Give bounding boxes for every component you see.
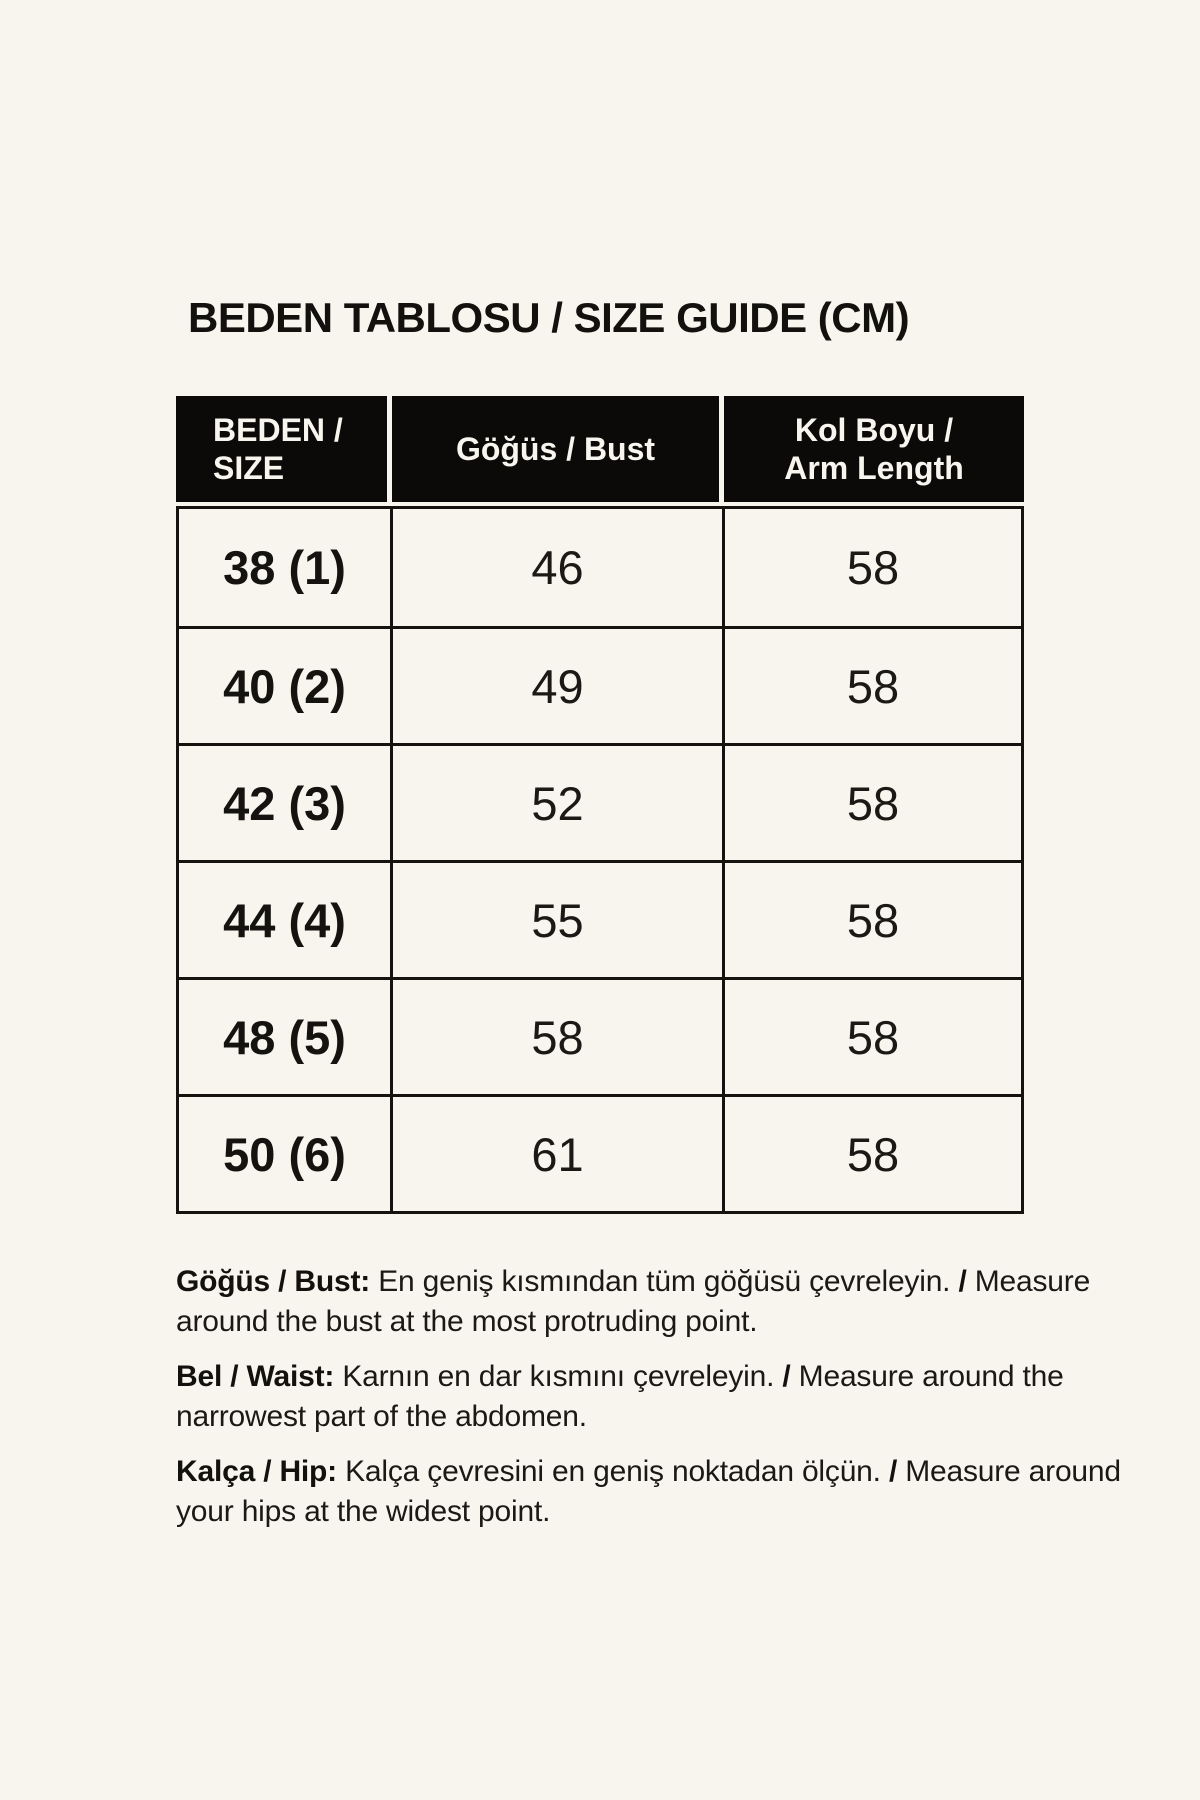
size-cell: 48 (5) bbox=[223, 1010, 346, 1064]
note-text: Measure around bbox=[897, 1455, 1121, 1488]
note-label: Kalça / Hip: bbox=[176, 1455, 337, 1488]
table-row bbox=[179, 743, 1021, 860]
note-text: Karnın en dar kısmını çevreleyin. bbox=[334, 1360, 783, 1393]
size-cell: 38 (1) bbox=[223, 541, 346, 594]
note-label: Bel / Waist: bbox=[176, 1360, 335, 1393]
column-header-line: SIZE bbox=[213, 450, 285, 486]
table-row bbox=[179, 977, 1021, 1094]
note-label: / bbox=[958, 1265, 967, 1298]
arm-cell: 58 bbox=[722, 1097, 1021, 1211]
note-text: narrowest part of the abdomen. bbox=[176, 1400, 587, 1433]
note-line bbox=[176, 1302, 1076, 1342]
table-row bbox=[179, 509, 1021, 626]
bust-cell: 55 bbox=[390, 863, 722, 977]
column-header-line: Arm Length bbox=[784, 450, 964, 486]
arm-cell: 58 bbox=[722, 629, 1021, 743]
size-table-body bbox=[176, 506, 1024, 1214]
note-text: Kalça çevresini en geniş noktadan ölçün. bbox=[336, 1455, 889, 1488]
table-row bbox=[179, 860, 1021, 977]
note-text: Measure around the bbox=[790, 1360, 1064, 1393]
note-label: / bbox=[782, 1360, 791, 1393]
bust-cell: 49 bbox=[390, 629, 722, 743]
note-text: En geniş kısmından tüm göğüsü çevreleyin. bbox=[370, 1265, 959, 1298]
note-line bbox=[176, 1357, 1076, 1397]
note-line bbox=[176, 1492, 1076, 1532]
column-header-line: Kol Boyu / bbox=[794, 412, 954, 448]
note-label: Göğüs / Bust: bbox=[176, 1265, 371, 1298]
column-header-size bbox=[176, 396, 387, 502]
note-label: / bbox=[888, 1455, 898, 1488]
size-table-header-row bbox=[176, 396, 1024, 502]
note-text: your hips at the widest point. bbox=[176, 1495, 551, 1528]
column-header-line: BEDEN / bbox=[213, 412, 343, 448]
measurement-note-hip bbox=[176, 1452, 1121, 1532]
size-cell: 50 (6) bbox=[223, 1127, 346, 1181]
table-row bbox=[179, 1094, 1021, 1211]
size-table bbox=[176, 396, 1024, 1214]
size-cell: 44 (4) bbox=[223, 893, 346, 947]
table-row bbox=[179, 626, 1021, 743]
column-header-arm bbox=[724, 396, 1024, 502]
arm-cell: 58 bbox=[722, 863, 1021, 977]
bust-cell: 58 bbox=[390, 980, 722, 1094]
note-text: around the bust at the most protruding point. bbox=[176, 1305, 758, 1338]
column-header-line: Göğüs / Bust bbox=[455, 431, 656, 467]
note-line bbox=[176, 1452, 1121, 1492]
measurement-note-waist bbox=[176, 1357, 1076, 1437]
size-cell: 42 (3) bbox=[223, 776, 346, 830]
size-guide-title: BEDEN TABLOSU / SIZE GUIDE (CM) bbox=[188, 294, 910, 341]
arm-cell: 58 bbox=[722, 746, 1021, 860]
note-line bbox=[176, 1397, 1076, 1437]
bust-cell: 61 bbox=[390, 1097, 722, 1211]
bust-cell: 46 bbox=[390, 509, 722, 626]
arm-cell: 58 bbox=[722, 980, 1021, 1094]
measurement-note-bust bbox=[176, 1262, 1091, 1342]
measurement-notes bbox=[176, 1262, 1121, 1547]
note-text: Measure bbox=[966, 1265, 1091, 1298]
bust-cell: 52 bbox=[390, 746, 722, 860]
arm-cell: 58 bbox=[722, 509, 1021, 626]
column-header-bust bbox=[392, 396, 719, 502]
size-cell: 40 (2) bbox=[223, 659, 346, 713]
note-line bbox=[176, 1262, 1091, 1302]
